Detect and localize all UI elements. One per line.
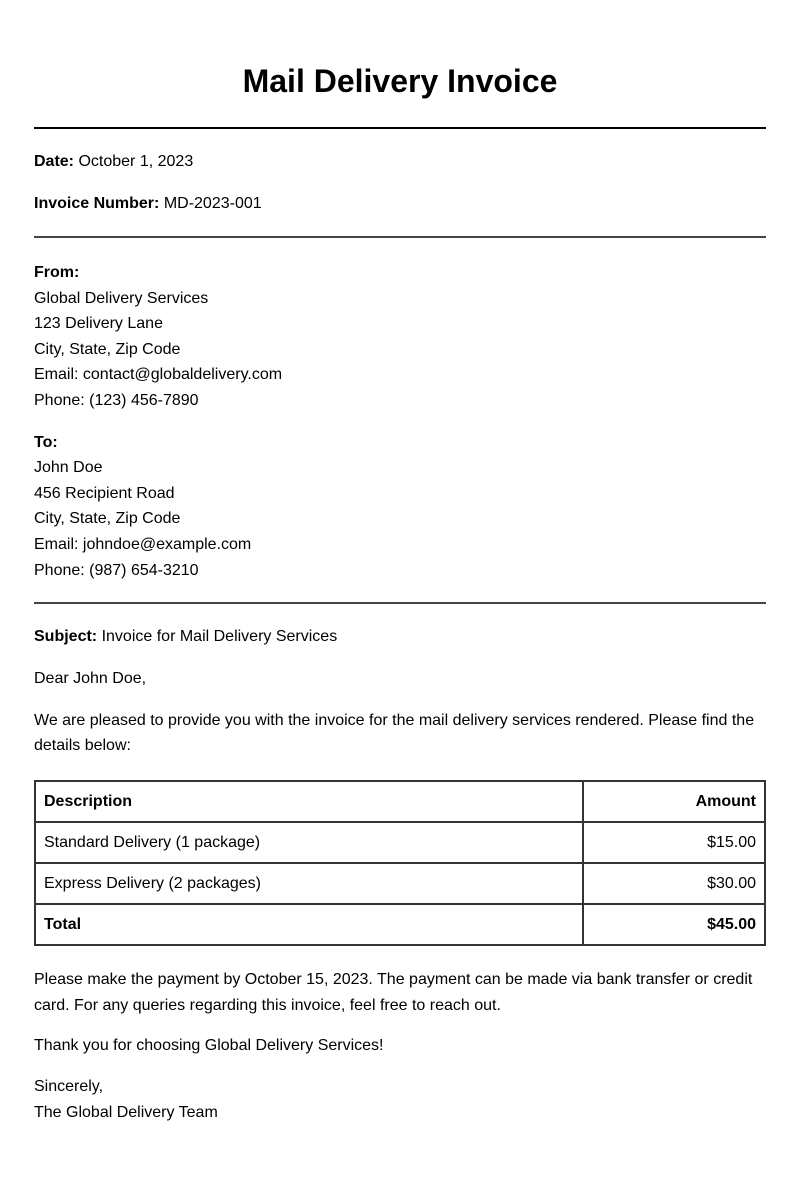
intro-paragraph: We are pleased to provide you with the invoice for the mail delivery services rendered. Please find the details below: bbox=[34, 712, 755, 755]
recipient-phone: Phone: (987) 654-3210 bbox=[34, 561, 199, 579]
invoice-number-label: Invoice Number: bbox=[34, 195, 160, 212]
sender-address bbox=[34, 260, 766, 414]
invoice-number-value: MD-2023-001 bbox=[163, 195, 262, 212]
recipient-address bbox=[34, 430, 766, 584]
date-label: Date: bbox=[34, 153, 75, 170]
header-description: Description bbox=[35, 781, 583, 822]
sender-phone: Phone: (123) 456-7890 bbox=[34, 391, 199, 409]
total-amount: $45.00 bbox=[583, 904, 765, 945]
subject-line bbox=[34, 624, 766, 650]
to-label: To: bbox=[34, 433, 58, 451]
row-description: Standard Delivery (1 package) bbox=[35, 822, 583, 863]
sender-email: Email: contact@globaldelivery.com bbox=[34, 366, 283, 384]
recipient-street: 456 Recipient Road bbox=[34, 484, 175, 502]
recipient-name: John Doe bbox=[34, 459, 103, 477]
payment-note: Please make the payment by October 15, 2023. The payment can be made via bank transfer or credit card. For any queries regarding this invoice, feel free to reach out. bbox=[34, 971, 753, 1014]
invoice-number bbox=[34, 191, 766, 217]
invoice-date bbox=[34, 149, 766, 175]
subject-value: Invoice for Mail Delivery Services bbox=[101, 628, 338, 646]
total-row bbox=[35, 904, 765, 945]
invoice-table bbox=[34, 780, 766, 946]
date-value: October 1, 2023 bbox=[78, 153, 194, 170]
row-description: Express Delivery (2 packages) bbox=[35, 863, 583, 904]
address-divider bbox=[34, 602, 766, 604]
greeting: Dear John Doe, bbox=[34, 670, 147, 688]
row-amount: $15.00 bbox=[583, 822, 765, 863]
from-label: From: bbox=[34, 264, 80, 281]
header-amount: Amount bbox=[583, 781, 765, 822]
title-divider bbox=[34, 127, 766, 129]
row-amount: $30.00 bbox=[583, 863, 765, 904]
sender-name: Global Delivery Services bbox=[34, 289, 209, 307]
sender-street: 123 Delivery Lane bbox=[34, 315, 163, 333]
recipient-email: Email: johndoe@example.com bbox=[34, 535, 252, 553]
signature-block bbox=[34, 1074, 766, 1125]
total-label: Total bbox=[35, 904, 583, 945]
signoff-text: Sincerely, bbox=[34, 1078, 104, 1096]
subject-label: Subject: bbox=[34, 628, 98, 646]
invoice-document bbox=[34, 0, 766, 1125]
recipient-city: City, State, Zip Code bbox=[34, 510, 181, 528]
sender-city: City, State, Zip Code bbox=[34, 340, 181, 358]
page-title: Mail Delivery Invoice bbox=[242, 63, 558, 99]
team-name: The Global Delivery Team bbox=[34, 1103, 218, 1121]
thanks-line: Thank you for choosing Global Delivery Services! bbox=[34, 1037, 384, 1055]
table-row bbox=[35, 822, 765, 863]
table-header-row bbox=[35, 781, 765, 822]
meta-divider bbox=[34, 236, 766, 238]
table-row bbox=[35, 863, 765, 904]
